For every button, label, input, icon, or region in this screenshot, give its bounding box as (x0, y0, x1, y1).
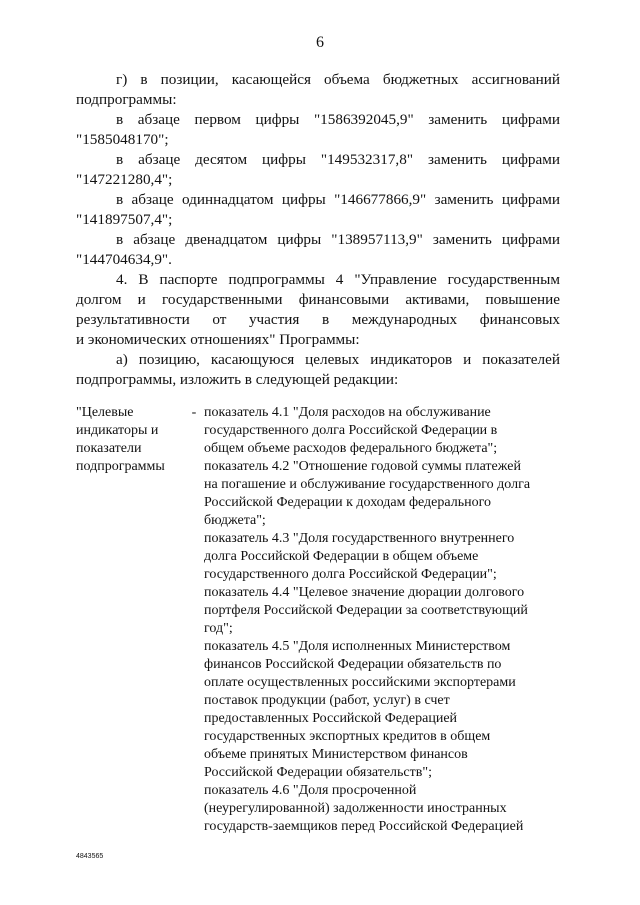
document-code: 4843565 (76, 853, 104, 860)
table-label-line: подпрограммы (76, 459, 165, 474)
table-label-line: "Целевые (76, 405, 134, 420)
paragraph-g (76, 70, 560, 110)
document-body (76, 70, 560, 390)
table-label-cell (76, 404, 184, 836)
table-text-line: год"; (204, 621, 233, 636)
text-line: долгом и государственными финансовыми активами, повышение (76, 291, 560, 308)
text-line: и экономических отношениях" Программы: (76, 331, 360, 348)
table-text-line: бюджета"; (204, 513, 266, 528)
table-text-line: портфеля Российской Федерации за соответствующий (204, 603, 528, 618)
table-text-line: предоставленных Российской Федерацией (204, 711, 458, 726)
table-text-line: показатель 4.6 "Доля просроченной (204, 783, 417, 798)
table-label-line: индикаторы и (76, 423, 159, 438)
text-line: подпрограммы: (76, 91, 177, 108)
table-text-line: показатель 4.5 "Доля исполненных Министерством (204, 639, 511, 654)
table-text-line: объеме принятых Министерством финансов (204, 747, 468, 762)
paragraph-eleventh (76, 190, 560, 230)
text-line: в абзаце десятом цифры "149532317,8" заменить цифрами (116, 151, 560, 168)
table-text-line: государственного долга Российской Федерации"; (204, 567, 497, 582)
table-dash: - (191, 405, 197, 420)
table-text-line: показатель 4.2 "Отношение годовой суммы платежей (204, 459, 521, 474)
text-line: "141897507,4"; (76, 211, 173, 228)
text-line: в абзаце двенадцатом цифры "138957113,9" заменить цифрами (116, 231, 560, 248)
text-line: результативности от участия в международных финансовых (76, 311, 560, 328)
table-text-line: (неурегулированной) задолженности иностранных (204, 801, 507, 816)
text-line: а) позицию, касающуюся целевых индикаторов и показателей (116, 351, 560, 368)
table-text-line: показатель 4.3 "Доля государственного внутреннего (204, 531, 515, 546)
paragraph-twelfth (76, 230, 560, 270)
table-text-line: показатель 4.4 "Целевое значение дюрации долгового (204, 585, 525, 600)
text-line: "1585048170"; (76, 131, 169, 148)
indicators-table (76, 404, 560, 836)
table-text-line: долга Российской Федерации в общем объеме (204, 549, 479, 564)
table-text-line: показатель 4.1 "Доля расходов на обслуживание (204, 405, 491, 420)
table-text-line: оплате осуществленных российскими экспортерами (204, 675, 516, 690)
text-line: 4. В паспорте подпрограммы 4 "Управление государственным (116, 271, 560, 288)
page-number: 6 (316, 34, 324, 51)
paragraph-tenth (76, 150, 560, 190)
table-text-line: на погашение и обслуживание государственного долга (204, 477, 531, 492)
table-text-line: Российской Федерации к доходам федерального (204, 495, 491, 510)
text-line: г) в позиции, касающейся объема бюджетных ассигнований (116, 71, 560, 88)
paragraph-item-4 (76, 270, 560, 350)
table-text-line: государств-заемщиков перед Российской Федерацией (204, 819, 524, 834)
table-text-line: общем объеме расходов федерального бюджета"; (204, 441, 498, 456)
text-line: подпрограммы, изложить в следующей редакции: (76, 371, 399, 388)
text-line: "144704634,9". (76, 251, 172, 268)
table-label-line: показатели (76, 441, 142, 456)
table-text-line: Российской Федерации обязательств"; (204, 765, 432, 780)
text-line: "147221280,4"; (76, 171, 173, 188)
paragraph-a (76, 350, 560, 390)
table-text-cell (204, 404, 560, 836)
table-text-line: финансов Российской Федерации обязательств по (204, 657, 502, 672)
table-text-line: государственных экспортных кредитов в общем (204, 729, 491, 744)
table-text-line: государственного долга Российской Федерации в (204, 423, 498, 438)
text-line: в абзаце первом цифры "1586392045,9" заменить цифрами (116, 111, 560, 128)
table-text-line: поставок продукции (работ, услуг) в счет (204, 693, 450, 708)
text-line: в абзаце одиннадцатом цифры "146677866,9" заменить цифрами (116, 191, 560, 208)
paragraph-first (76, 110, 560, 150)
